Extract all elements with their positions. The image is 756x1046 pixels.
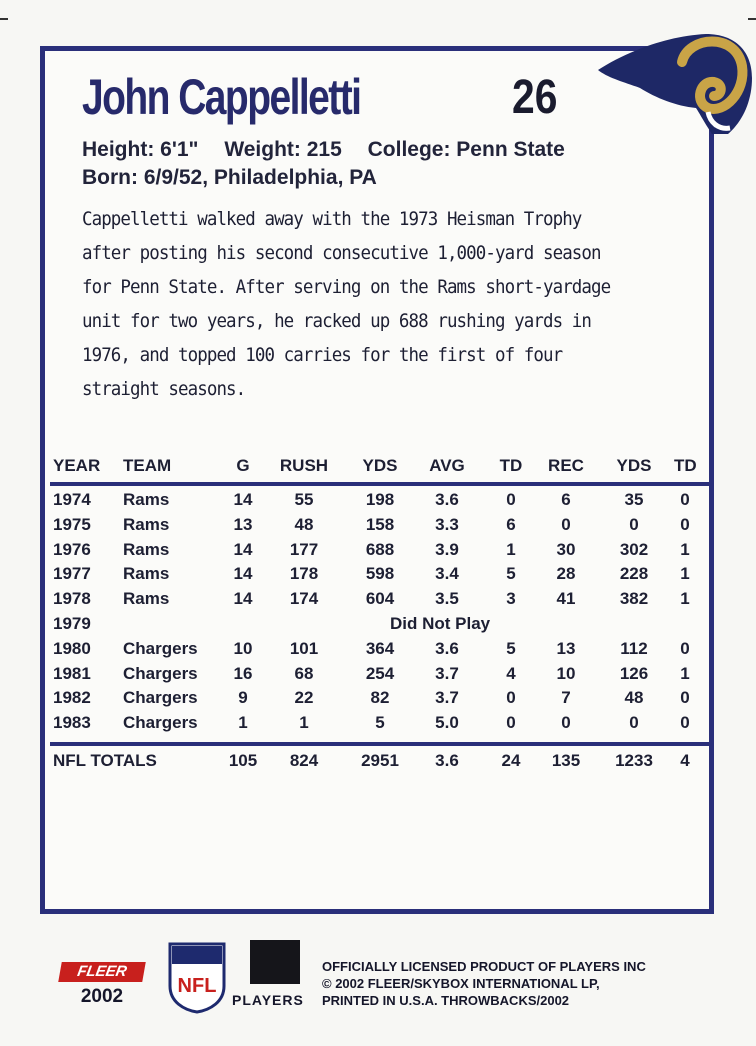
header-team: TEAM xyxy=(123,456,172,475)
players-inc-wordmark: PLAYERS xyxy=(232,992,304,1008)
stats-rows-later xyxy=(50,639,712,738)
totals-rush-yards: 2951 xyxy=(361,750,399,770)
totals-rec-td: 4 xyxy=(680,750,690,770)
cell-receptions: 28 xyxy=(556,564,576,584)
did-not-play-note: Did Not Play xyxy=(390,613,491,633)
cell-team: Chargers xyxy=(123,638,198,658)
player-name: John Cappelletti xyxy=(82,69,361,125)
totals-games: 105 xyxy=(228,750,258,770)
cell-year: 1977 xyxy=(53,564,91,584)
cell-rush-td: 4 xyxy=(506,663,516,683)
cell-team: Rams xyxy=(123,539,170,559)
cell-rec-yards: 0 xyxy=(629,713,639,733)
header-rec-yards: YDS xyxy=(616,456,652,475)
cell-rush-yards: 158 xyxy=(365,514,395,534)
jersey-number: 26 xyxy=(512,71,558,124)
cell-rush-td: 6 xyxy=(506,514,516,534)
legal-line-1: OFFICIALLY LICENSED PRODUCT OF PLAYERS INC xyxy=(322,959,646,974)
table-row xyxy=(50,589,712,614)
totals-rush: 824 xyxy=(289,750,319,770)
cell-rec-td: 0 xyxy=(680,713,690,733)
cell-receptions: 10 xyxy=(556,663,576,683)
cell-rush-yards: 688 xyxy=(365,539,395,559)
cell-games: 14 xyxy=(233,564,253,584)
cell-rush-td: 5 xyxy=(506,564,516,584)
cell-games: 13 xyxy=(233,514,253,534)
cell-average: 5.0 xyxy=(435,713,459,733)
cell-team: Rams xyxy=(123,490,170,509)
cell-rush-yards: 254 xyxy=(365,663,395,683)
cell-rush-td: 0 xyxy=(506,490,516,509)
cell-average: 3.6 xyxy=(435,638,459,658)
cell-games: 14 xyxy=(233,589,253,609)
cell-rec-td: 0 xyxy=(680,490,690,509)
weight: Weight: 215 xyxy=(224,138,342,161)
cell-games: 10 xyxy=(233,638,253,658)
cell-receptions: 6 xyxy=(561,490,571,509)
crop-mark-right xyxy=(748,18,756,20)
header-rec-td: TD xyxy=(674,456,697,475)
player-vitals xyxy=(82,136,585,192)
cell-rec-yards: 302 xyxy=(619,539,649,559)
cell-rec-yards: 35 xyxy=(624,490,644,509)
table-row xyxy=(50,515,712,540)
cell-receptions: 30 xyxy=(556,539,576,559)
cell-rush-td: 5 xyxy=(506,638,516,658)
cell-games: 1 xyxy=(238,713,248,733)
totals-rush-td: 24 xyxy=(501,750,521,770)
cell-rush: 177 xyxy=(289,539,319,559)
cell-average: 3.6 xyxy=(435,490,459,509)
table-row xyxy=(50,564,712,589)
cell-team: Rams xyxy=(123,514,170,534)
cell-rush: 68 xyxy=(294,663,314,683)
cell-year: 1975 xyxy=(53,514,91,534)
cell-team: Chargers xyxy=(123,688,198,708)
table-row xyxy=(50,664,712,689)
cell-rec-yards: 0 xyxy=(629,514,639,534)
nfl-shield-icon xyxy=(166,940,228,1014)
cell-year: 1981 xyxy=(53,663,91,683)
cell-receptions: 0 xyxy=(561,514,571,534)
header-receptions: REC xyxy=(548,456,584,475)
cell-year: 1979 xyxy=(53,613,91,633)
cell-average: 3.7 xyxy=(435,688,459,708)
header-average: AVG xyxy=(429,456,465,475)
cell-rec-td: 1 xyxy=(680,589,690,609)
totals-rec-yards: 1233 xyxy=(615,750,653,770)
header-rush-td: TD xyxy=(499,456,523,475)
crop-mark-left xyxy=(0,18,8,20)
cell-rush-td: 0 xyxy=(506,688,516,708)
cell-year: 1982 xyxy=(53,688,91,708)
table-row-dnp xyxy=(50,614,712,639)
table-row xyxy=(50,540,712,565)
totals-row xyxy=(50,742,712,778)
header-rush-yards: YDS xyxy=(362,456,398,475)
cell-year: 1976 xyxy=(53,539,91,559)
fleer-wordmark: FLEER xyxy=(58,962,146,982)
cell-rush: 55 xyxy=(294,490,314,509)
cell-rush-td: 3 xyxy=(506,589,516,609)
totals-average: 3.6 xyxy=(435,750,459,770)
cell-rec-td: 0 xyxy=(680,688,690,708)
cell-average: 3.5 xyxy=(435,589,459,609)
cell-rec-td: 1 xyxy=(680,564,690,584)
cell-receptions: 0 xyxy=(561,713,571,733)
cell-rush-yards: 364 xyxy=(365,638,395,658)
cell-rush: 1 xyxy=(299,713,309,733)
header-games: G xyxy=(236,456,250,475)
card-footer xyxy=(0,930,756,1046)
cell-rec-td: 0 xyxy=(680,514,690,534)
cell-rush: 178 xyxy=(289,564,319,584)
cell-rush: 101 xyxy=(289,638,319,658)
cell-rush-td: 1 xyxy=(506,539,516,559)
rams-helmet-icon xyxy=(596,22,756,140)
cell-receptions: 7 xyxy=(561,688,571,708)
college: College: Penn State xyxy=(367,138,565,161)
cell-receptions: 41 xyxy=(556,589,576,609)
table-row xyxy=(50,639,712,664)
cell-rush-yards: 5 xyxy=(375,713,385,733)
cell-rush-td: 0 xyxy=(506,713,516,733)
cell-rec-yards: 228 xyxy=(619,564,649,584)
height: Height: 6'1" xyxy=(82,138,199,161)
cell-year: 1980 xyxy=(53,638,91,658)
cell-rec-yards: 126 xyxy=(619,663,649,683)
cell-rush-yards: 604 xyxy=(365,589,395,609)
cell-rush-yards: 82 xyxy=(370,688,390,708)
legal-line-3: PRINTED IN U.S.A. THROWBACKS/2002 xyxy=(322,993,570,1008)
cell-receptions: 13 xyxy=(556,638,576,658)
table-row xyxy=(50,688,712,713)
cell-rec-yards: 112 xyxy=(620,638,648,658)
cell-average: 3.3 xyxy=(435,514,459,534)
cell-team: Rams xyxy=(123,589,170,609)
cell-year: 1978 xyxy=(53,589,91,609)
cell-average: 3.9 xyxy=(435,539,459,559)
cell-team: Rams xyxy=(123,564,170,584)
cell-rec-td: 1 xyxy=(680,539,690,559)
cell-rush: 174 xyxy=(289,589,319,609)
table-row xyxy=(50,713,712,738)
header-rush: RUSH xyxy=(279,456,329,475)
cell-games: 14 xyxy=(233,490,253,509)
cell-average: 3.4 xyxy=(435,564,459,584)
totals-receptions: 135 xyxy=(551,750,581,770)
cell-team: Chargers xyxy=(123,713,198,733)
totals-label: NFL TOTALS xyxy=(53,750,157,770)
cell-games: 14 xyxy=(233,539,253,559)
cell-rec-yards: 382 xyxy=(619,589,649,609)
header-year: YEAR xyxy=(53,456,101,475)
stats-header-row xyxy=(50,452,712,486)
cell-rec-td: 0 xyxy=(680,638,690,658)
cell-team: Chargers xyxy=(123,663,198,683)
cell-rush: 48 xyxy=(294,514,314,534)
cell-rec-yards: 48 xyxy=(624,688,644,708)
legal-text xyxy=(322,958,646,1009)
cell-games: 9 xyxy=(238,688,248,708)
nfl-shield-text: NFL xyxy=(177,975,217,997)
cell-year: 1983 xyxy=(53,713,91,733)
legal-line-2: © 2002 FLEER/SKYBOX INTERNATIONAL LP, xyxy=(322,976,600,991)
stats-table xyxy=(50,452,712,778)
cell-rush-yards: 198 xyxy=(365,490,395,509)
fleer-logo xyxy=(60,962,144,1008)
cell-rush: 22 xyxy=(294,688,314,708)
table-row xyxy=(50,490,712,515)
cell-average: 3.7 xyxy=(435,663,459,683)
cell-rec-td: 1 xyxy=(680,663,690,683)
stats-rows xyxy=(50,490,712,614)
player-biography: Cappelletti walked away with the 1973 Heisman Trophy after posting his second consecutive 1,000-yard season for Penn State. After serving on the Rams short-yardage unit for two years, he racked up 688 rushing yards in 1976, and topped 100 carries for the first of four straight seasons. xyxy=(82,208,611,400)
cell-rush-yards: 598 xyxy=(365,564,395,584)
fleer-year: 2002 xyxy=(80,986,124,1007)
cell-year: 1974 xyxy=(53,490,91,509)
cell-games: 16 xyxy=(233,663,253,683)
birth-info: Born: 6/9/52, Philadelphia, PA xyxy=(82,166,377,189)
players-inc-logo-icon xyxy=(250,940,300,984)
